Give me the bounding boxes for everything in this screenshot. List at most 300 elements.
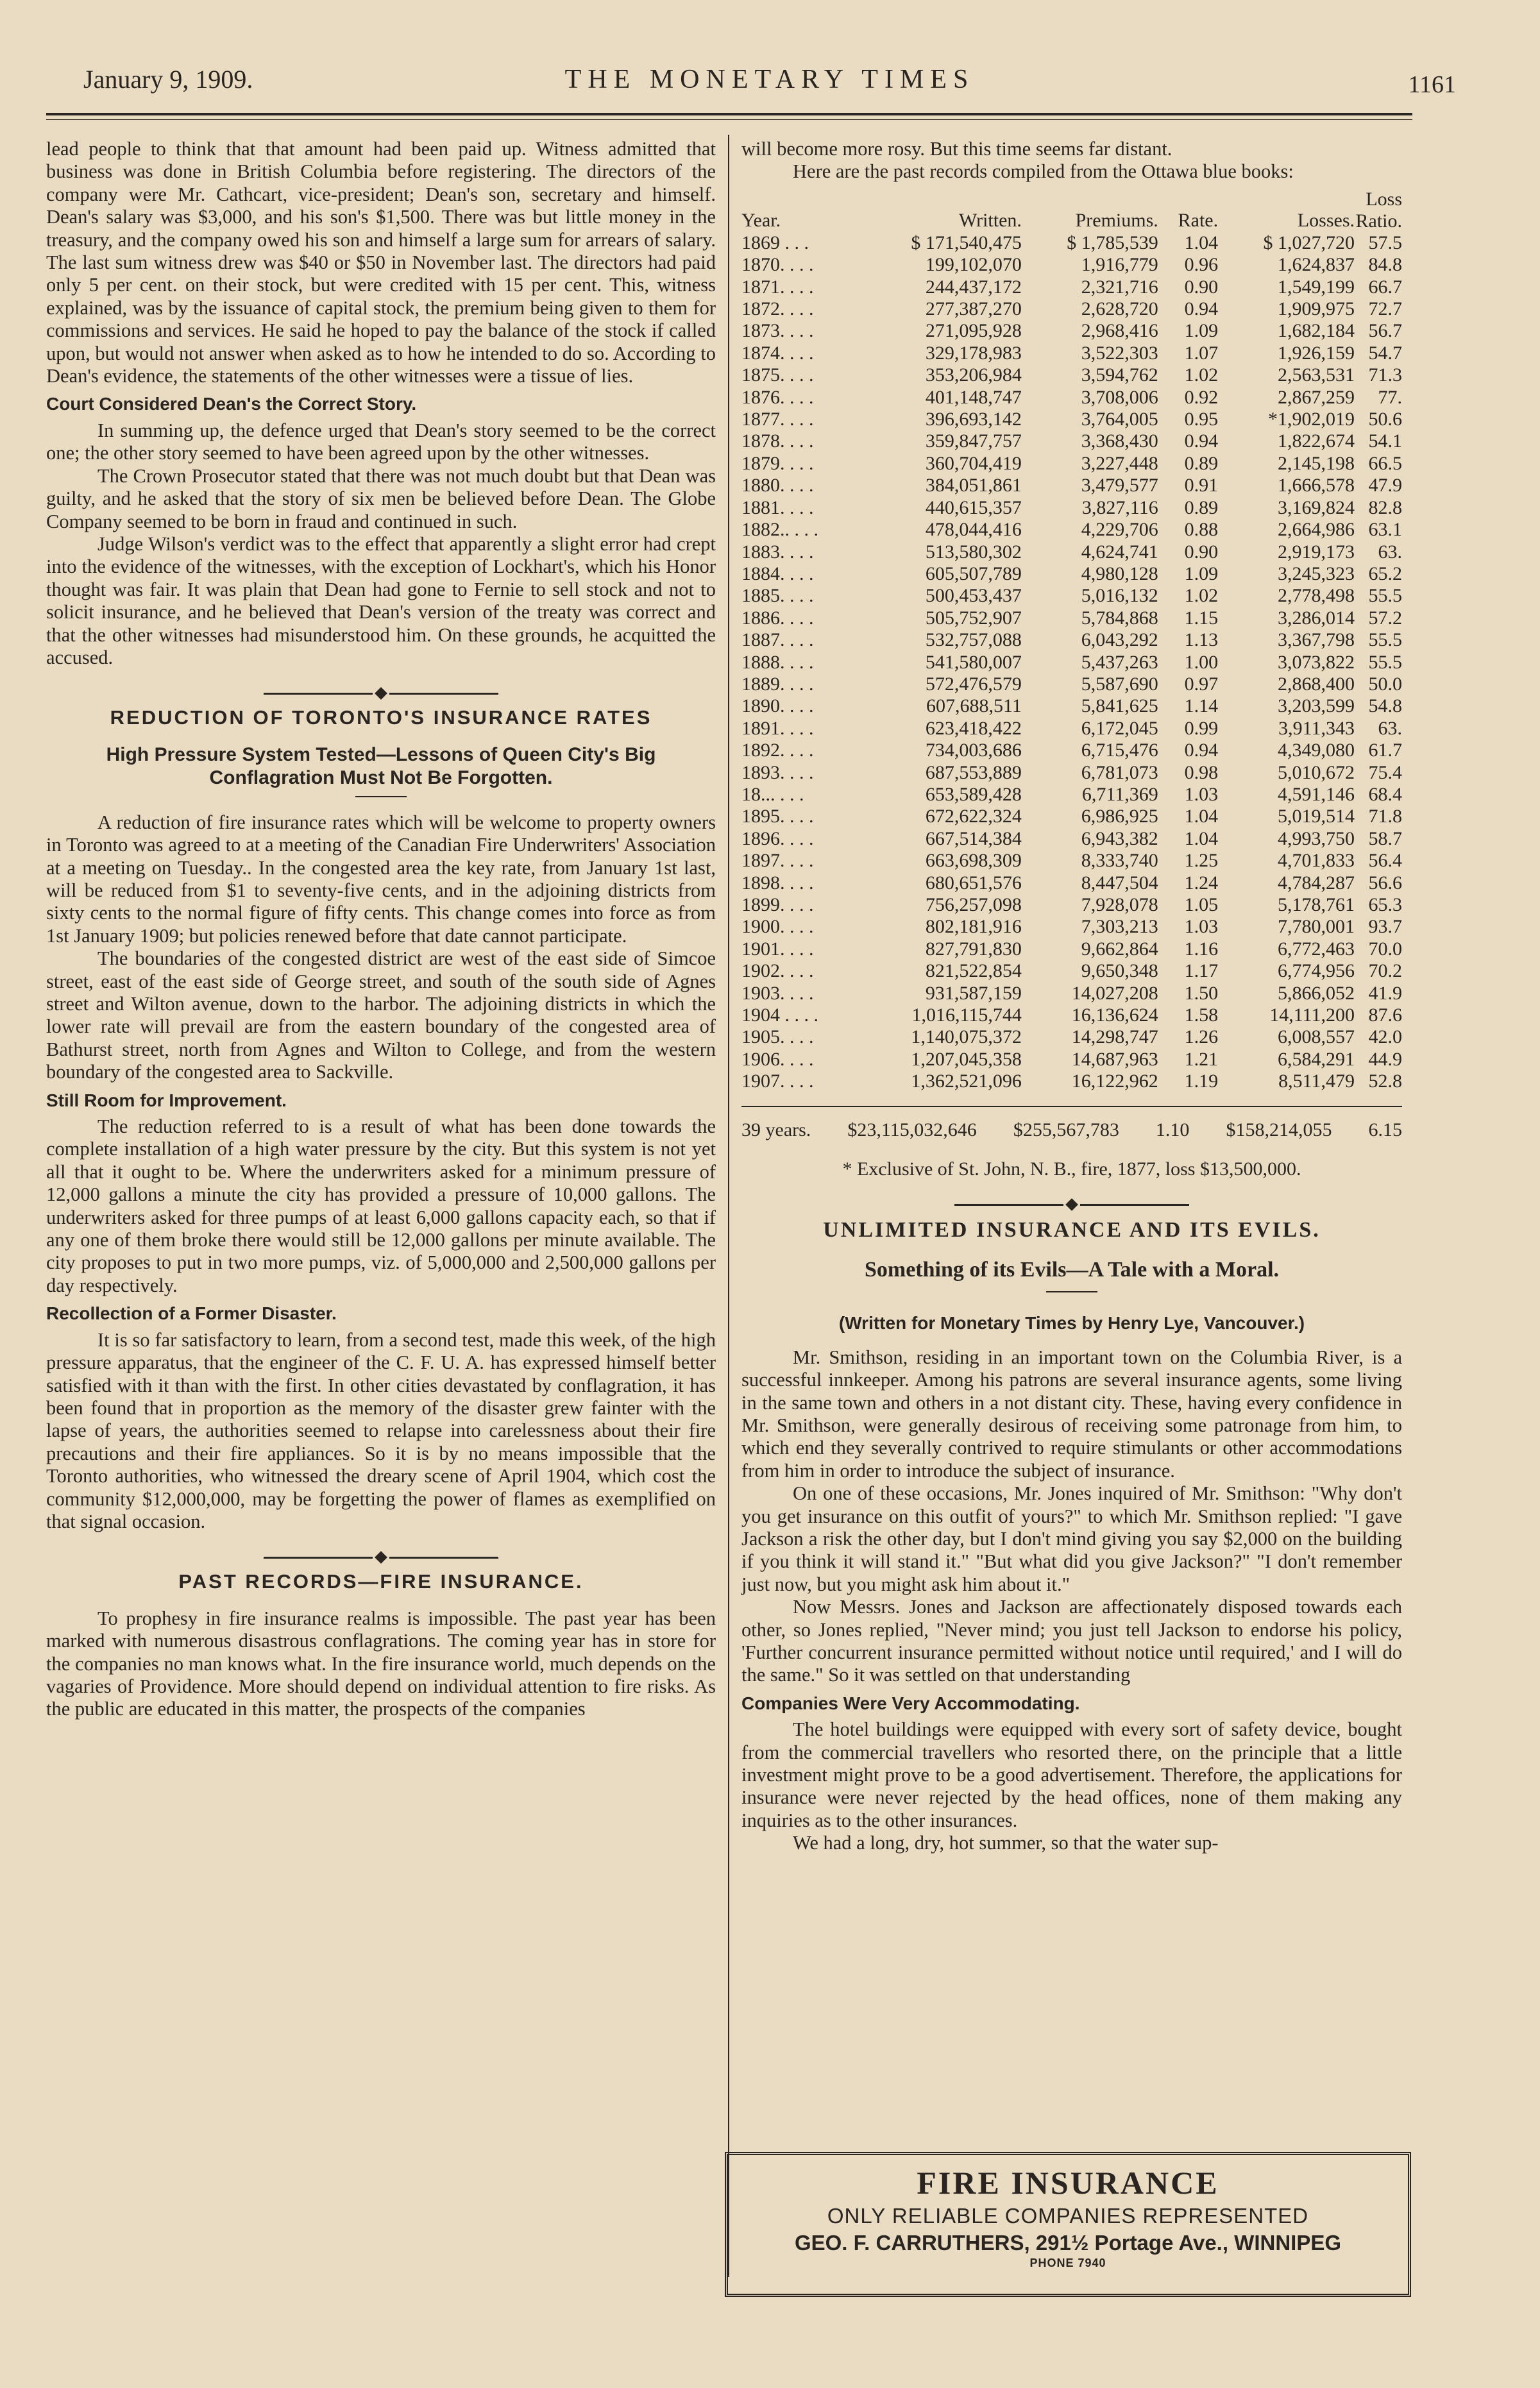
table-cell: 931,587,159 [925, 982, 1022, 1004]
table-cell: 44.9 [1368, 1048, 1402, 1070]
table-cell: 14,111,200 [1269, 1004, 1355, 1026]
table-cell: 5,019,514 [1278, 806, 1355, 827]
table-cell: 3,594,762 [1081, 364, 1158, 386]
table-cell: 1,362,521,096 [911, 1071, 1022, 1092]
paragraph: A reduction of fire insurance rates which will be welcome to property owners in Toronto was agreed to at a meeting of the Canadian Fire Underwriters' Association at a meeting on Tuesday.. In the congested area the key rate, from January 1st last, will be reduced from $1 to seventy-five cents, and in the adjoining districts from sixty cents to the normal figure of fifty cents. This change comes into force as from 1st January 1909; but policies renewed before that date cannot participate. [46, 811, 716, 947]
table-cell: 1886. . . . [741, 607, 814, 629]
table-header-row [741, 189, 1402, 232]
table-cell: 680,651,576 [925, 872, 1022, 893]
ad-tagline: ONLY RELIABLE COMPANIES REPRESENTED [827, 2204, 1309, 2228]
table-cell: 1,207,045,358 [911, 1048, 1022, 1070]
table-row [741, 563, 1402, 585]
paragraph: The hotel buildings were equipped with every sort of safety device, bought from the commercial travellers who resorted there, on the principle that a little investment might prove to be a good advertisement. Therefore, the applications for insurance were never rejected by the head offices, none of them making any inquiries as to the other insurances. [741, 1718, 1402, 1831]
table-cell: 353,206,984 [925, 364, 1022, 386]
column-header: Written. [958, 210, 1022, 232]
table-cell: 65.2 [1368, 563, 1402, 584]
table-cell: 1,549,199 [1278, 276, 1355, 298]
table-cell: 47.9 [1368, 475, 1402, 496]
paragraph: We had a long, dry, hot summer, so that the water sup- [793, 1832, 1219, 1854]
table-cell: 4,229,706 [1081, 519, 1158, 541]
table-cell: 2,563,531 [1278, 364, 1355, 386]
table-cell: 9,662,864 [1081, 938, 1158, 960]
ad-title: FIRE INSURANCE [917, 2165, 1219, 2201]
table-row [741, 1049, 1402, 1071]
table-cell: 1891. . . . [741, 717, 814, 739]
table-cell: 1.58 [1184, 1004, 1219, 1026]
column-header: Premiums. [1075, 210, 1158, 232]
table-cell: 18... . . . [741, 783, 804, 805]
paragraph: It is so far satisfactory to learn, from a second test, made this week, of the high pressure apparatus, that the engineer of the C. F. U. A. has expressed himself better satisfied with it than with the first. In other cities devastated by conflagration, it has been found that in proportion as the memory of the disaster grew fainter with the lapse of years, the authorities seemed to relapse into carelessness about their fire precautions and their fire appliances. So it is by no means impossible that the Toronto authorities, who witnessed the dreary scene of April 1904, which cost the community $12,000,000, may be forgetting the power of flames as exemplified on that signal occasion. [46, 1328, 716, 1532]
paragraph: The reduction referred to is a result of what has been done towards the complete installation of a high water pressure by the city. But this system is not yet all that it ought to be. Where the underwriters asked for a minimum pressure of 12,000 gallons a minute the city has provided a pressure of 10,000 gallons. The underwriters asked for three pumps of at least 6,000 gallons capacity each, so that if any one of them broke there would still be 12,000 gallons per minute available. The city proposes to put in two more pumps, viz. of 5,000,000 and 2,500,000 gallons per day respectively. [46, 1115, 716, 1296]
table-cell: 1,682,184 [1278, 320, 1355, 342]
paragraph: In summing up, the defence urged that Dean's story seemed to be the correct one; the other story seemed to have been agreed upon by the other witnesses. [46, 419, 716, 464]
table-row [741, 232, 1402, 254]
article-heading: UNLIMITED INSURANCE AND ITS EVILS. [823, 1218, 1321, 1242]
table-row [741, 343, 1402, 364]
table-cell: 3,073,822 [1278, 651, 1355, 673]
table-cell: 5,587,690 [1081, 673, 1158, 695]
paragraph: On one of these occasions, Mr. Jones inquired of Mr. Smithson: "Why don't you get insurance on this outfit of yours?" to which Mr. Smithson replied: "I gave Jackson a risk the other day, but I don't mind giving you say $2,000 on the building if you think it will stand it." "But what did you give Jackson?" "I don't remember just now, but you might ask him about it." [741, 1482, 1402, 1595]
table-cell: 8,447,504 [1081, 872, 1158, 893]
table-cell: 70.0 [1368, 938, 1402, 960]
table-cell: 72.7 [1368, 298, 1402, 320]
table-row [741, 475, 1402, 496]
table-cell: 1873. . . . [741, 320, 814, 342]
paragraph: The Crown Prosecutor stated that there was not much doubt but that Dean was guilty, and he asked that the story of six men be believed before Dean. The Globe Company seemed to be born in fraud and continued in such. [46, 464, 716, 532]
table-row [741, 541, 1402, 563]
table-cell: 16,122,962 [1071, 1071, 1158, 1092]
table-row [741, 254, 1402, 276]
table-cell: 3,203,599 [1278, 695, 1355, 717]
table-row [741, 762, 1402, 784]
total-cell: $158,214,055 [1226, 1119, 1332, 1140]
table-row [741, 607, 1402, 629]
table-footnote: * Exclusive of St. John, N. B., fire, 1877, loss $13,500,000. [842, 1158, 1301, 1180]
table-row [741, 850, 1402, 872]
left-column [46, 138, 716, 1721]
table-cell: 1871. . . . [741, 276, 814, 298]
table-cell: 42.0 [1368, 1026, 1402, 1048]
table-cell: 3,227,448 [1081, 452, 1158, 474]
table-cell: 63. [1378, 541, 1402, 563]
table-cell: 54.8 [1368, 695, 1402, 717]
table-cell: 513,580,302 [925, 541, 1022, 563]
table-cell: 0.99 [1184, 717, 1219, 739]
table-cell: 6,781,073 [1081, 761, 1158, 783]
table-cell: 1.17 [1184, 960, 1219, 982]
table-cell: 93.7 [1368, 916, 1402, 938]
ornamental-divider [741, 1192, 1402, 1202]
table-cell: 1884. . . . [741, 563, 814, 584]
table-cell: 6,043,292 [1081, 629, 1158, 651]
table-cell: 1893. . . . [741, 761, 814, 783]
table-cell: 0.97 [1184, 673, 1219, 695]
table-cell: 68.4 [1368, 783, 1402, 805]
table-cell: 3,827,116 [1081, 496, 1158, 518]
paragraph: To prophesy in fire insurance realms is impossible. The past year has been marked with numerous disastrous conflagrations. The coming year has in store for the companies no man knows what. In the fire insurance world, much depends on the vagaries of Providence. More should depend on individual attention to fire risks. As the public are educated in this matter, the prospects of the companies [46, 1607, 716, 1720]
table-cell: 0.94 [1184, 298, 1219, 320]
table-cell: 55.5 [1368, 585, 1402, 607]
paragraph: The boundaries of the congested district are west of the east side of Simcoe street, east of the east side of George street, and south of the south side of Agnes street and Wilton avenue, down to the harbor. The adjoining districts in which the lower rate will prevail are from the eastern boundary of the congested area of Bathurst street, north from Agnes and Wilton to College, and from the western boundary of the congested area to Sackville. [46, 947, 716, 1083]
table-cell: 52.8 [1368, 1071, 1402, 1092]
table-cell: 1892. . . . [741, 740, 814, 761]
table-row [741, 806, 1402, 827]
table-row [741, 872, 1402, 894]
table-cell: 663,698,309 [925, 850, 1022, 872]
table-cell: 277,387,270 [925, 298, 1022, 320]
table-cell: 84.8 [1368, 254, 1402, 276]
table-row [741, 938, 1402, 960]
table-cell: 4,980,128 [1081, 563, 1158, 584]
table-cell: 4,784,287 [1278, 872, 1355, 893]
table-cell: 1.07 [1184, 342, 1219, 364]
table-cell: 56.6 [1368, 872, 1402, 893]
table-cell: 4,624,741 [1081, 541, 1158, 563]
total-cell: $255,567,783 [1013, 1119, 1119, 1140]
table-cell: 1.00 [1184, 651, 1219, 673]
total-cell: 1.10 [1155, 1119, 1190, 1140]
table-cell: 1878. . . . [741, 430, 814, 452]
table-cell: 3,522,303 [1081, 342, 1158, 364]
total-cell: $23,115,032,646 [847, 1119, 977, 1140]
table-cell: 1,926,159 [1278, 342, 1355, 364]
table-cell: 6,774,956 [1278, 960, 1355, 982]
table-cell: 3,479,577 [1081, 475, 1158, 496]
table-cell: 3,368,430 [1081, 430, 1158, 452]
subheading: Companies Were Very Accommodating. [741, 1693, 1080, 1713]
total-cell: 6.15 [1368, 1119, 1402, 1140]
table-cell: *1,902,019 [1268, 409, 1355, 430]
subheading: Still Room for Improvement. [46, 1090, 287, 1110]
table-cell: 5,866,052 [1278, 982, 1355, 1004]
table-cell: 1906. . . . [741, 1048, 814, 1070]
table-cell: 75.4 [1368, 761, 1402, 783]
table-row [741, 629, 1402, 651]
table-row [741, 983, 1402, 1004]
table-cell: 6,986,925 [1081, 806, 1158, 827]
table-cell: 1907. . . . [741, 1071, 814, 1092]
table-row [741, 718, 1402, 740]
table-row [741, 1026, 1402, 1048]
table-cell: 541,580,007 [925, 651, 1022, 673]
table-cell: 1.26 [1184, 1026, 1219, 1048]
table-total-row [741, 1106, 1402, 1141]
table-cell: 2,968,416 [1081, 320, 1158, 342]
table-row [741, 673, 1402, 695]
table-cell: 56.7 [1368, 320, 1402, 342]
table-cell: 4,993,750 [1278, 827, 1355, 849]
table-cell: 63.1 [1368, 519, 1402, 541]
table-cell: 54.1 [1368, 430, 1402, 452]
table-cell: 672,622,324 [925, 806, 1022, 827]
records-table [741, 189, 1402, 1093]
table-cell: 66.7 [1368, 276, 1402, 298]
table-cell: 6,172,045 [1081, 717, 1158, 739]
table-cell: 1887. . . . [741, 629, 814, 651]
column-header: Rate. [1178, 210, 1219, 232]
table-cell: 1901. . . . [741, 938, 814, 960]
table-cell: 1895. . . . [741, 806, 814, 827]
table-cell: 1.03 [1184, 783, 1219, 805]
byline: (Written for Monetary Times by Henry Lye, Vancouver.) [838, 1313, 1305, 1334]
table-cell: 0.95 [1184, 409, 1219, 430]
table-cell: 396,693,142 [925, 409, 1022, 430]
table-cell: 50.6 [1368, 409, 1402, 430]
table-cell: 605,507,789 [925, 563, 1022, 584]
table-cell: 2,778,498 [1278, 585, 1355, 607]
table-row [741, 320, 1402, 342]
table-cell: 667,514,384 [925, 827, 1022, 849]
table-row [741, 364, 1402, 386]
table-cell: 57.2 [1368, 607, 1402, 629]
table-cell: 5,010,672 [1278, 761, 1355, 783]
table-cell: 1.13 [1184, 629, 1219, 651]
table-cell: 1,909,975 [1278, 298, 1355, 320]
table-row [741, 695, 1402, 717]
table-cell: 2,664,986 [1278, 519, 1355, 541]
table-cell: 0.90 [1184, 276, 1219, 298]
table-cell: 0.98 [1184, 761, 1219, 783]
table-cell: 5,784,868 [1081, 607, 1158, 629]
table-cell: 3,367,798 [1278, 629, 1355, 651]
table-cell: $ 1,027,720 [1263, 232, 1355, 253]
article-heading: REDUCTION OF TORONTO'S INSURANCE RATES [110, 706, 652, 729]
table-cell: 5,016,132 [1081, 585, 1158, 607]
table-cell: 1.04 [1184, 232, 1219, 253]
table-cell: 1.04 [1184, 827, 1219, 849]
table-row [741, 298, 1402, 320]
table-cell: 50.0 [1368, 673, 1402, 695]
table-cell: 1.02 [1184, 585, 1219, 607]
table-cell: 1902. . . . [741, 960, 814, 982]
table-cell: 1,624,837 [1278, 254, 1355, 276]
table-cell: 65.3 [1368, 894, 1402, 915]
table-body [741, 232, 1402, 1093]
table-row [741, 740, 1402, 761]
paragraph: Mr. Smithson, residing in an important town on the Columbia River, is a successful innkeeper. Among his patrons are several insurance agents, some living in the same town and others in a not distant city. These, having every confidence in Mr. Smithson, were generally desirous of receiving some patronage from him, to which end they severally contrived to require stimulants or other accommodations from him in order to introduce the subject of insurance. [741, 1346, 1402, 1482]
table-cell: 1904 . . . . [741, 1004, 818, 1026]
table-cell: 401,148,747 [925, 386, 1022, 408]
table-cell: 2,628,720 [1081, 298, 1158, 320]
table-cell: 0.89 [1184, 452, 1219, 474]
table-cell: 7,928,078 [1081, 894, 1158, 915]
table-cell: 199,102,070 [925, 254, 1022, 276]
ad-phone: PHONE 7940 [1029, 2257, 1106, 2269]
table-cell: 1900. . . . [741, 916, 814, 938]
table-row [741, 1071, 1402, 1092]
table-cell: 1876. . . . [741, 386, 814, 408]
table-cell: 1,016,115,744 [911, 1004, 1022, 1026]
table-cell: 0.94 [1184, 430, 1219, 452]
table-cell: 54.7 [1368, 342, 1402, 364]
table-cell: 2,321,716 [1081, 276, 1158, 298]
paragraph: Judge Wilson's verdict was to the effect that apparently a slight error had crept into the evidence of the witnesses, with the exception of Lockhart's, which his Honor thought was fair. It was plain that Dean had gone to Fernie to sell stock and not to solicit insurance, and he believed that Dean's version of the treaty was correct and that the other witnesses had misunderstood him. On these grounds, he acquitted the accused. [46, 532, 716, 668]
table-cell: 1888. . . . [741, 651, 814, 673]
table-row [741, 430, 1402, 452]
table-row [741, 453, 1402, 475]
table-cell: 0.91 [1184, 475, 1219, 496]
table-cell: 734,003,686 [925, 740, 1022, 761]
table-cell: 2,868,400 [1278, 673, 1355, 695]
table-row [741, 894, 1402, 916]
table-cell: 1.16 [1184, 938, 1219, 960]
table-cell: 478,044,416 [925, 519, 1022, 541]
table-cell: 1899. . . . [741, 894, 814, 915]
table-cell: 4,349,080 [1278, 740, 1355, 761]
table-cell: 1.14 [1184, 695, 1219, 717]
table-cell: 8,511,479 [1278, 1071, 1355, 1092]
table-cell: 70.2 [1368, 960, 1402, 982]
table-row [741, 784, 1402, 806]
table-cell: 607,688,511 [926, 695, 1022, 717]
paragraph: Here are the past records compiled from the Ottawa blue books: [793, 160, 1294, 183]
paragraph: lead people to think that that amount had been paid up. Witness admitted that business was done in British Columbia before registering. The directors of the company were Mr. Cathcart, vice-president; Dean's son, secretary and himself. Dean's salary was $3,000, and his son's $1,500. There was but little money in the treasury, and the company owed his son and himself a large sum for arrears of salary. The last sum witness drew was $40 or $50 in November last. The directors had paid only 5 per cent. on their stock, but were credited with 15 per cent. This, witness explained, was by the issuance of capital stock, the premium being given to them for commissions and services. He said he hoped to pay the balance of the stock if called upon, but would not answer when asked as to how he intended to do so. According to Dean's evidence, the statements of the other witnesses were a tissue of lies. [46, 138, 716, 387]
table-cell: 41.9 [1368, 982, 1402, 1004]
table-cell: 244,437,172 [925, 276, 1022, 298]
table-cell: 1.50 [1184, 982, 1219, 1004]
table-cell: 1.21 [1184, 1048, 1219, 1070]
table-row [741, 387, 1402, 409]
table-cell: 7,303,213 [1081, 916, 1158, 938]
table-cell: 329,178,983 [925, 342, 1022, 364]
table-cell: 6,943,382 [1081, 827, 1158, 849]
table-cell: 1,916,779 [1081, 254, 1158, 276]
table-cell: 1905. . . . [741, 1026, 814, 1048]
table-cell: 1,140,075,372 [911, 1026, 1022, 1048]
table-cell: 1896. . . . [741, 827, 814, 849]
table-cell: 61.7 [1368, 740, 1402, 761]
header-rule-thin [46, 119, 1412, 120]
table-cell: 1877. . . . [741, 409, 814, 430]
table-cell: 5,437,263 [1081, 651, 1158, 673]
ad-address: GEO. F. CARRUTHERS, 291½ Portage Ave., WINNIPEG [794, 2231, 1342, 2255]
article-heading: PAST RECORDS—FIRE INSURANCE. [178, 1570, 584, 1593]
table-cell: 2,919,173 [1278, 541, 1355, 563]
table-cell: 55.5 [1368, 651, 1402, 673]
table-cell: 500,453,437 [925, 585, 1022, 607]
table-cell: 1.19 [1184, 1071, 1219, 1092]
table-cell: 5,841,625 [1081, 695, 1158, 717]
table-cell: 7,780,001 [1278, 916, 1355, 938]
table-cell: 360,704,419 [925, 452, 1022, 474]
table-cell: 1,666,578 [1278, 475, 1355, 496]
column-header: Losses. [1297, 210, 1355, 232]
article-subheading: Something of its Evils—A Tale with a Moral. [864, 1257, 1280, 1282]
table-cell: 1.09 [1184, 320, 1219, 342]
table-cell: 63. [1378, 717, 1402, 739]
table-cell: 87.6 [1368, 1004, 1402, 1026]
table-cell: 2,867,259 [1278, 386, 1355, 408]
table-cell: 1882.. . . . [741, 519, 818, 541]
table-row [741, 652, 1402, 673]
publication-title: THE MONETARY TIMES [564, 65, 975, 94]
table-cell: $ 1,785,539 [1067, 232, 1158, 253]
table-cell: 1875. . . . [741, 364, 814, 386]
table-cell: 57.5 [1368, 232, 1402, 253]
table-cell: 77. [1378, 386, 1402, 408]
table-cell: 0.92 [1184, 386, 1219, 408]
table-cell: 572,476,579 [925, 673, 1022, 695]
table-cell: 55.5 [1368, 629, 1402, 651]
table-cell: 653,589,428 [925, 783, 1022, 805]
short-rule [1046, 1291, 1097, 1292]
subheading: Court Considered Dean's the Correct Story. [46, 394, 417, 414]
table-cell: 1.05 [1184, 894, 1219, 915]
table-cell: 6,584,291 [1278, 1048, 1355, 1070]
column-header: Year. [741, 210, 781, 232]
table-cell: 1.25 [1184, 850, 1219, 872]
table-cell: 1903. . . . [741, 982, 814, 1004]
table-cell: 1881. . . . [741, 496, 814, 518]
table-cell: 1897. . . . [741, 850, 814, 872]
table-cell: 384,051,861 [925, 475, 1022, 496]
table-cell: $ 171,540,475 [911, 232, 1022, 253]
column-divider [728, 135, 729, 2277]
table-row [741, 1004, 1402, 1026]
table-cell: 1880. . . . [741, 475, 814, 496]
paragraph: Now Messrs. Jones and Jackson are affectionately disposed towards each other, so Jones replied, "Never mind; you just tell Jackson to endorse his policy, 'Further concurrent insurance permitted without notice until required,' and I will do the same." So it was settled on that understanding [741, 1596, 1402, 1686]
table-cell: 1874. . . . [741, 342, 814, 364]
short-rule [355, 796, 407, 797]
table-cell: 82.8 [1368, 496, 1402, 518]
table-cell: 3,286,014 [1278, 607, 1355, 629]
ornamental-divider [46, 1545, 716, 1555]
paragraph: will become more rosy. But this time seems far distant. [741, 138, 1172, 160]
table-row [741, 276, 1402, 298]
table-cell: 1872. . . . [741, 298, 814, 320]
table-cell: 14,687,963 [1071, 1048, 1158, 1070]
table-cell: 0.90 [1184, 541, 1219, 563]
table-cell: 14,298,747 [1071, 1026, 1158, 1048]
page-number: 1161 [1408, 71, 1456, 98]
table-cell: 71.3 [1368, 364, 1402, 386]
article-subheading: High Pressure System Tested—Lessons of Queen City's Big Conflagration Must Not Be Forgotten. [106, 743, 656, 788]
table-cell: 1.04 [1184, 806, 1219, 827]
column-header: Loss Ratio. [1355, 188, 1402, 232]
table-cell: 1,822,674 [1278, 430, 1355, 452]
table-cell: 6,711,369 [1081, 783, 1158, 805]
table-cell: 0.94 [1184, 740, 1219, 761]
table-cell: 9,650,348 [1081, 960, 1158, 982]
table-cell: 1869 . . . [741, 232, 809, 253]
table-cell: 1870. . . . [741, 254, 814, 276]
ornamental-divider [46, 681, 716, 691]
table-cell: 6,772,463 [1278, 938, 1355, 960]
table-cell: 802,181,916 [925, 916, 1022, 938]
table-cell: 623,418,422 [925, 717, 1022, 739]
subheading: Recollection of a Former Disaster. [46, 1303, 337, 1324]
table-cell: 0.89 [1184, 496, 1219, 518]
table-row [741, 519, 1402, 541]
table-cell: 687,553,889 [925, 761, 1022, 783]
table-cell: 2,145,198 [1278, 452, 1355, 474]
table-cell: 1879. . . . [741, 452, 814, 474]
table-cell: 71.8 [1368, 806, 1402, 827]
total-cell: 39 years. [741, 1119, 811, 1140]
table-cell: 1898. . . . [741, 872, 814, 893]
table-cell: 4,591,146 [1278, 783, 1355, 805]
table-cell: 3,911,343 [1278, 717, 1355, 739]
table-cell: 3,764,005 [1081, 409, 1158, 430]
table-cell: 1890. . . . [741, 695, 814, 717]
table-row [741, 585, 1402, 607]
table-cell: 1.02 [1184, 364, 1219, 386]
table-cell: 756,257,098 [925, 894, 1022, 915]
table-cell: 4,701,833 [1278, 850, 1355, 872]
table-cell: 505,752,907 [925, 607, 1022, 629]
table-cell: 440,615,357 [925, 496, 1022, 518]
table-cell: 5,178,761 [1278, 894, 1355, 915]
